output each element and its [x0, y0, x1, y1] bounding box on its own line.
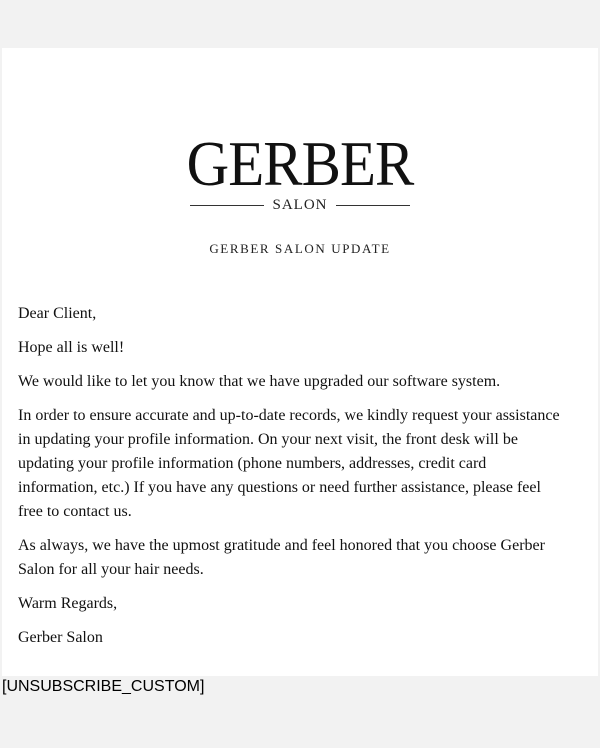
logo-rule-left [190, 205, 264, 206]
email-headline: GERBER SALON UPDATE [209, 241, 391, 256]
letter-signature: Gerber Salon [18, 629, 103, 646]
email-card [2, 48, 598, 676]
letter-paragraph-1: Hope all is well! [18, 339, 125, 356]
logo-wordmark: GERBER [186, 128, 414, 199]
letter-body [18, 302, 568, 660]
letter-closing: Warm Regards, [18, 595, 118, 612]
letter-paragraph-3: In order to ensure accurate and up-to-date records, we kindly request your assistance in updating your profile information. On your next visit, the front desk will be updating your profile information (phone numbers, addresses, credit card information, etc.) If you have any questions or need further assistance, please feel free to contact us. [18, 407, 560, 520]
gerber-salon-logo [2, 128, 598, 214]
logo-salon-text: SALON [272, 197, 328, 213]
letter-paragraph-4: As always, we have the upmost gratitude and feel honored that you choose Gerber Salon for all your hair needs. [18, 537, 545, 578]
letter-greeting: Dear Client, [18, 305, 97, 322]
unsubscribe-link[interactable]: [UNSUBSCRIBE_CUSTOM] [2, 678, 205, 695]
letter-paragraph-2: We would like to let you know that we have upgraded our software system. [18, 373, 501, 390]
logo-subline [2, 197, 598, 214]
logo-rule-right [336, 205, 410, 206]
